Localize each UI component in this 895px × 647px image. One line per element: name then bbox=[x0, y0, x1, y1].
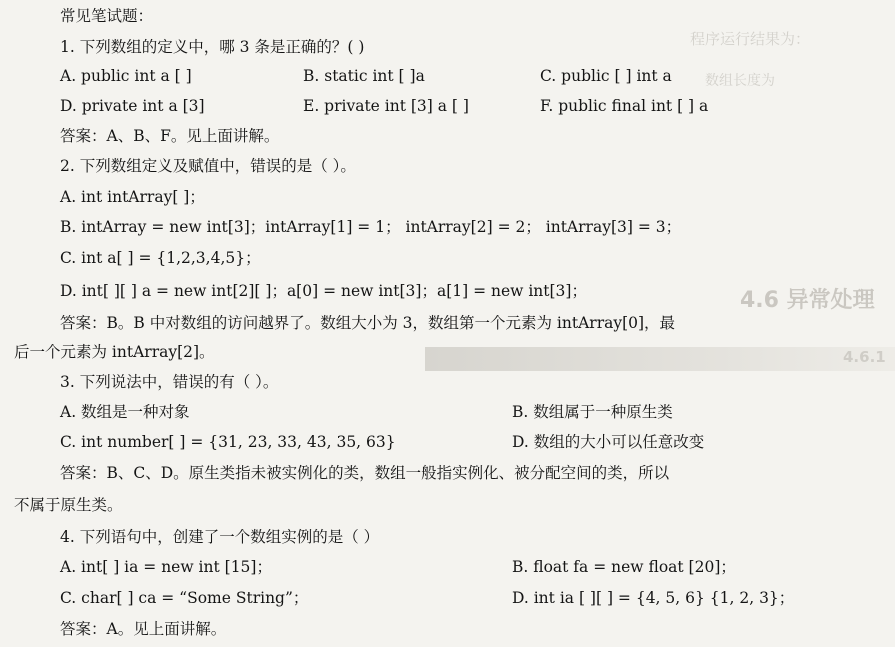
question-4-option-b: B. float fa = new float [20]； bbox=[512, 558, 736, 576]
question-2-stem: 2. 下列数组定义及赋值中，错误的是（ ）。 bbox=[60, 157, 356, 175]
question-1-option-f: F. public final int [ ] a bbox=[540, 97, 709, 115]
question-2-option-a: A. int intArray[ ]； bbox=[60, 188, 205, 206]
question-3-option-b: B. 数组属于一种原生类 bbox=[512, 403, 673, 421]
question-2-option-d: D. int[ ][ ] a = new int[2][ ]；a[0] = new int[3]；a[1] = new int[3]； bbox=[60, 282, 587, 300]
question-1-option-d: D. private int a [3] bbox=[60, 97, 205, 115]
question-2-option-b: B. intArray = new int[3]；intArray[1] = 1； intArray[2] = 2； intArray[3] = 3； bbox=[60, 218, 682, 236]
question-4-stem: 4. 下列语句中，创建了一个数组实例的是（ ） bbox=[60, 528, 380, 546]
bleed-text-result: 程序运行结果为： bbox=[690, 30, 811, 48]
question-1-option-c: C. public [ ] int a bbox=[540, 67, 672, 85]
question-1-option-a: A. public int a [ ] bbox=[60, 67, 192, 85]
question-4-option-c: C. char[ ] ca = “Some String”； bbox=[60, 589, 309, 607]
bleed-text-length: 数组长度为 bbox=[705, 73, 775, 89]
question-4-answer: 答案：A。见上面讲解。 bbox=[60, 620, 227, 638]
question-2-answer-line-2: 后一个元素为 intArray[2]。 bbox=[14, 343, 215, 361]
question-3-option-a: A. 数组是一种对象 bbox=[60, 403, 190, 421]
question-1-answer: 答案：A、B、F。见上面讲解。 bbox=[60, 127, 280, 145]
question-2-answer-line-1: 答案：B。B 中对数组的访问越界了。数组大小为 3，数组第一个元素为 intArray[0]，最 bbox=[60, 314, 676, 332]
bleed-subsection-number: 4.6.1 bbox=[843, 348, 886, 366]
question-4-option-a: A. int[ ] ia = new int [15]； bbox=[60, 558, 272, 576]
question-1-stem: 1. 下列数组的定义中，哪 3 条是正确的？( ) bbox=[60, 38, 365, 56]
question-3-answer-line-1: 答案：B、C、D。原生类指未被实例化的类，数组一般指实例化、被分配空间的类，所以 bbox=[60, 464, 670, 482]
question-3-option-d: D. 数组的大小可以任意改变 bbox=[512, 433, 705, 451]
question-4-option-d: D. int ia [ ][ ] = {4, 5, 6} {1, 2, 3}； bbox=[512, 589, 795, 607]
question-3-stem: 3. 下列说法中，错误的有（ ）。 bbox=[60, 373, 279, 391]
question-3-option-c: C. int number[ ] = {31, 23, 33, 43, 35, 63} bbox=[60, 433, 396, 451]
question-2-option-c: C. int a[ ] = {1,2,3,4,5}； bbox=[60, 249, 261, 267]
question-3-answer-line-2: 不属于原生类。 bbox=[14, 496, 123, 514]
bleed-section-heading: 4.6 异常处理 bbox=[740, 288, 875, 313]
question-1-option-b: B. static int [ ]a bbox=[303, 67, 425, 85]
question-1-option-e: E. private int [3] a [ ] bbox=[303, 97, 469, 115]
section-heading: 常见笔试题： bbox=[60, 7, 154, 25]
